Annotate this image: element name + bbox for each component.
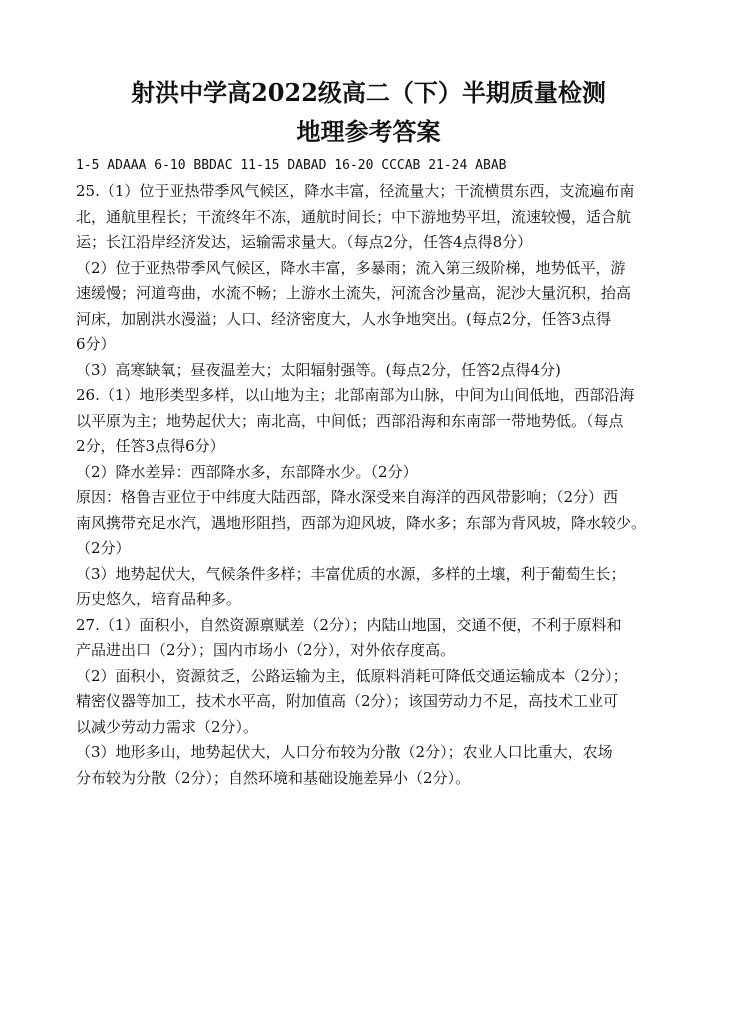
text-line: 26.（1）地形类型多样，以山地为主；北部南部为山脉，中间为山间低地，西部沿海 (76, 386, 635, 404)
answer-body (76, 179, 666, 791)
text-line: 分布较为分散（2分）；自然环境和基础设施差异小（2分）。 (76, 768, 471, 787)
text-line: 以平原为主；地势起伏大；南北高，中间低；西部沿海和东南部一带地势低。（每点 (76, 411, 624, 430)
text-line: （2）位于亚热带季风气候区，降水丰富，多暴雨；流入第三级阶梯，地势低平，游 (76, 258, 626, 277)
text-line: 历史悠久，培育品种多。 (76, 590, 242, 608)
text-line: 速缓慢；河道弯曲，水流不畅；上游水土流失，河流含沙量高，泥沙大量沉积，抬高 (76, 284, 632, 302)
text-line: 精密仪器等加工，技术水平高，附加值高（2分）；该国劳动力不足，高技术工业可 (76, 692, 619, 710)
text-line: （3）地形多山，地势起伏大，人口分布较为分散（2分）；农业人口比重大，农场 (76, 743, 613, 761)
page-subtitle: 地理参考答案 (296, 117, 441, 146)
page-title: 射洪中学高2022级高二（下）半期质量检测 (131, 78, 606, 107)
text-line: 产品进出口（2分）；国内市场小（2分），对外依存度高。 (76, 641, 456, 659)
text-line: 2分，任答3点得6分） (76, 437, 225, 455)
text-line: （2）降水差异：西部降水多，东部降水少。（2分） (76, 462, 418, 481)
text-line: （3）地势起伏大，气候条件多样；丰富优质的水源，多样的土壤，利于葡萄生长； (76, 564, 626, 583)
text-line: （3）高寒缺氧；昼夜温差大；太阳辐射强等。(每点2分，任答2点得4分) (76, 360, 561, 379)
multiple-choice-answers: 1-5 ADAAA 6-10 BBDAC 11-15 DABAD 16-20 CCCAB 21-24 ABAB (76, 158, 507, 173)
text-line: 运；长江沿岸经济发达，运输需求量大。（每点2分，任答4点得8分） (76, 233, 533, 251)
text-line: 北，通航里程长；干流终年不冻，通航时间长；中下游地势平坦，流速较慢，适合航 (76, 207, 632, 226)
text-line: （2）面积小，资源贫乏，公路运输为主，低原料消耗可降低交通运输成本（2分）； (76, 666, 628, 685)
text-line: （2分） (76, 539, 131, 557)
text-line: 6分） (76, 335, 116, 353)
text-line: 以减少劳动力需求（2分）。 (76, 717, 259, 736)
text-line: 原因：格鲁吉亚位于中纬度大陆西部，降水深受来自海洋的西风带影响；（2分）西 (76, 488, 619, 506)
text-line: 27.（1）面积小，自然资源禀赋差（2分）；内陆山地国，交通不便，不利于原料和 (76, 615, 622, 634)
text-line: 南风携带充足水汽，遇地形阻挡，西部为迎风坡，降水多；东部为背风坡，降水较少。 (76, 513, 647, 532)
text-line: 25.（1）位于亚热带季风气候区，降水丰富，径流量大；干流横贯东西，支流遍布南 (76, 182, 635, 200)
text-line: 河床，加剧洪水漫溢；人口、经济密度大，人水争地突出。(每点2分，任答3点得 (76, 309, 611, 328)
